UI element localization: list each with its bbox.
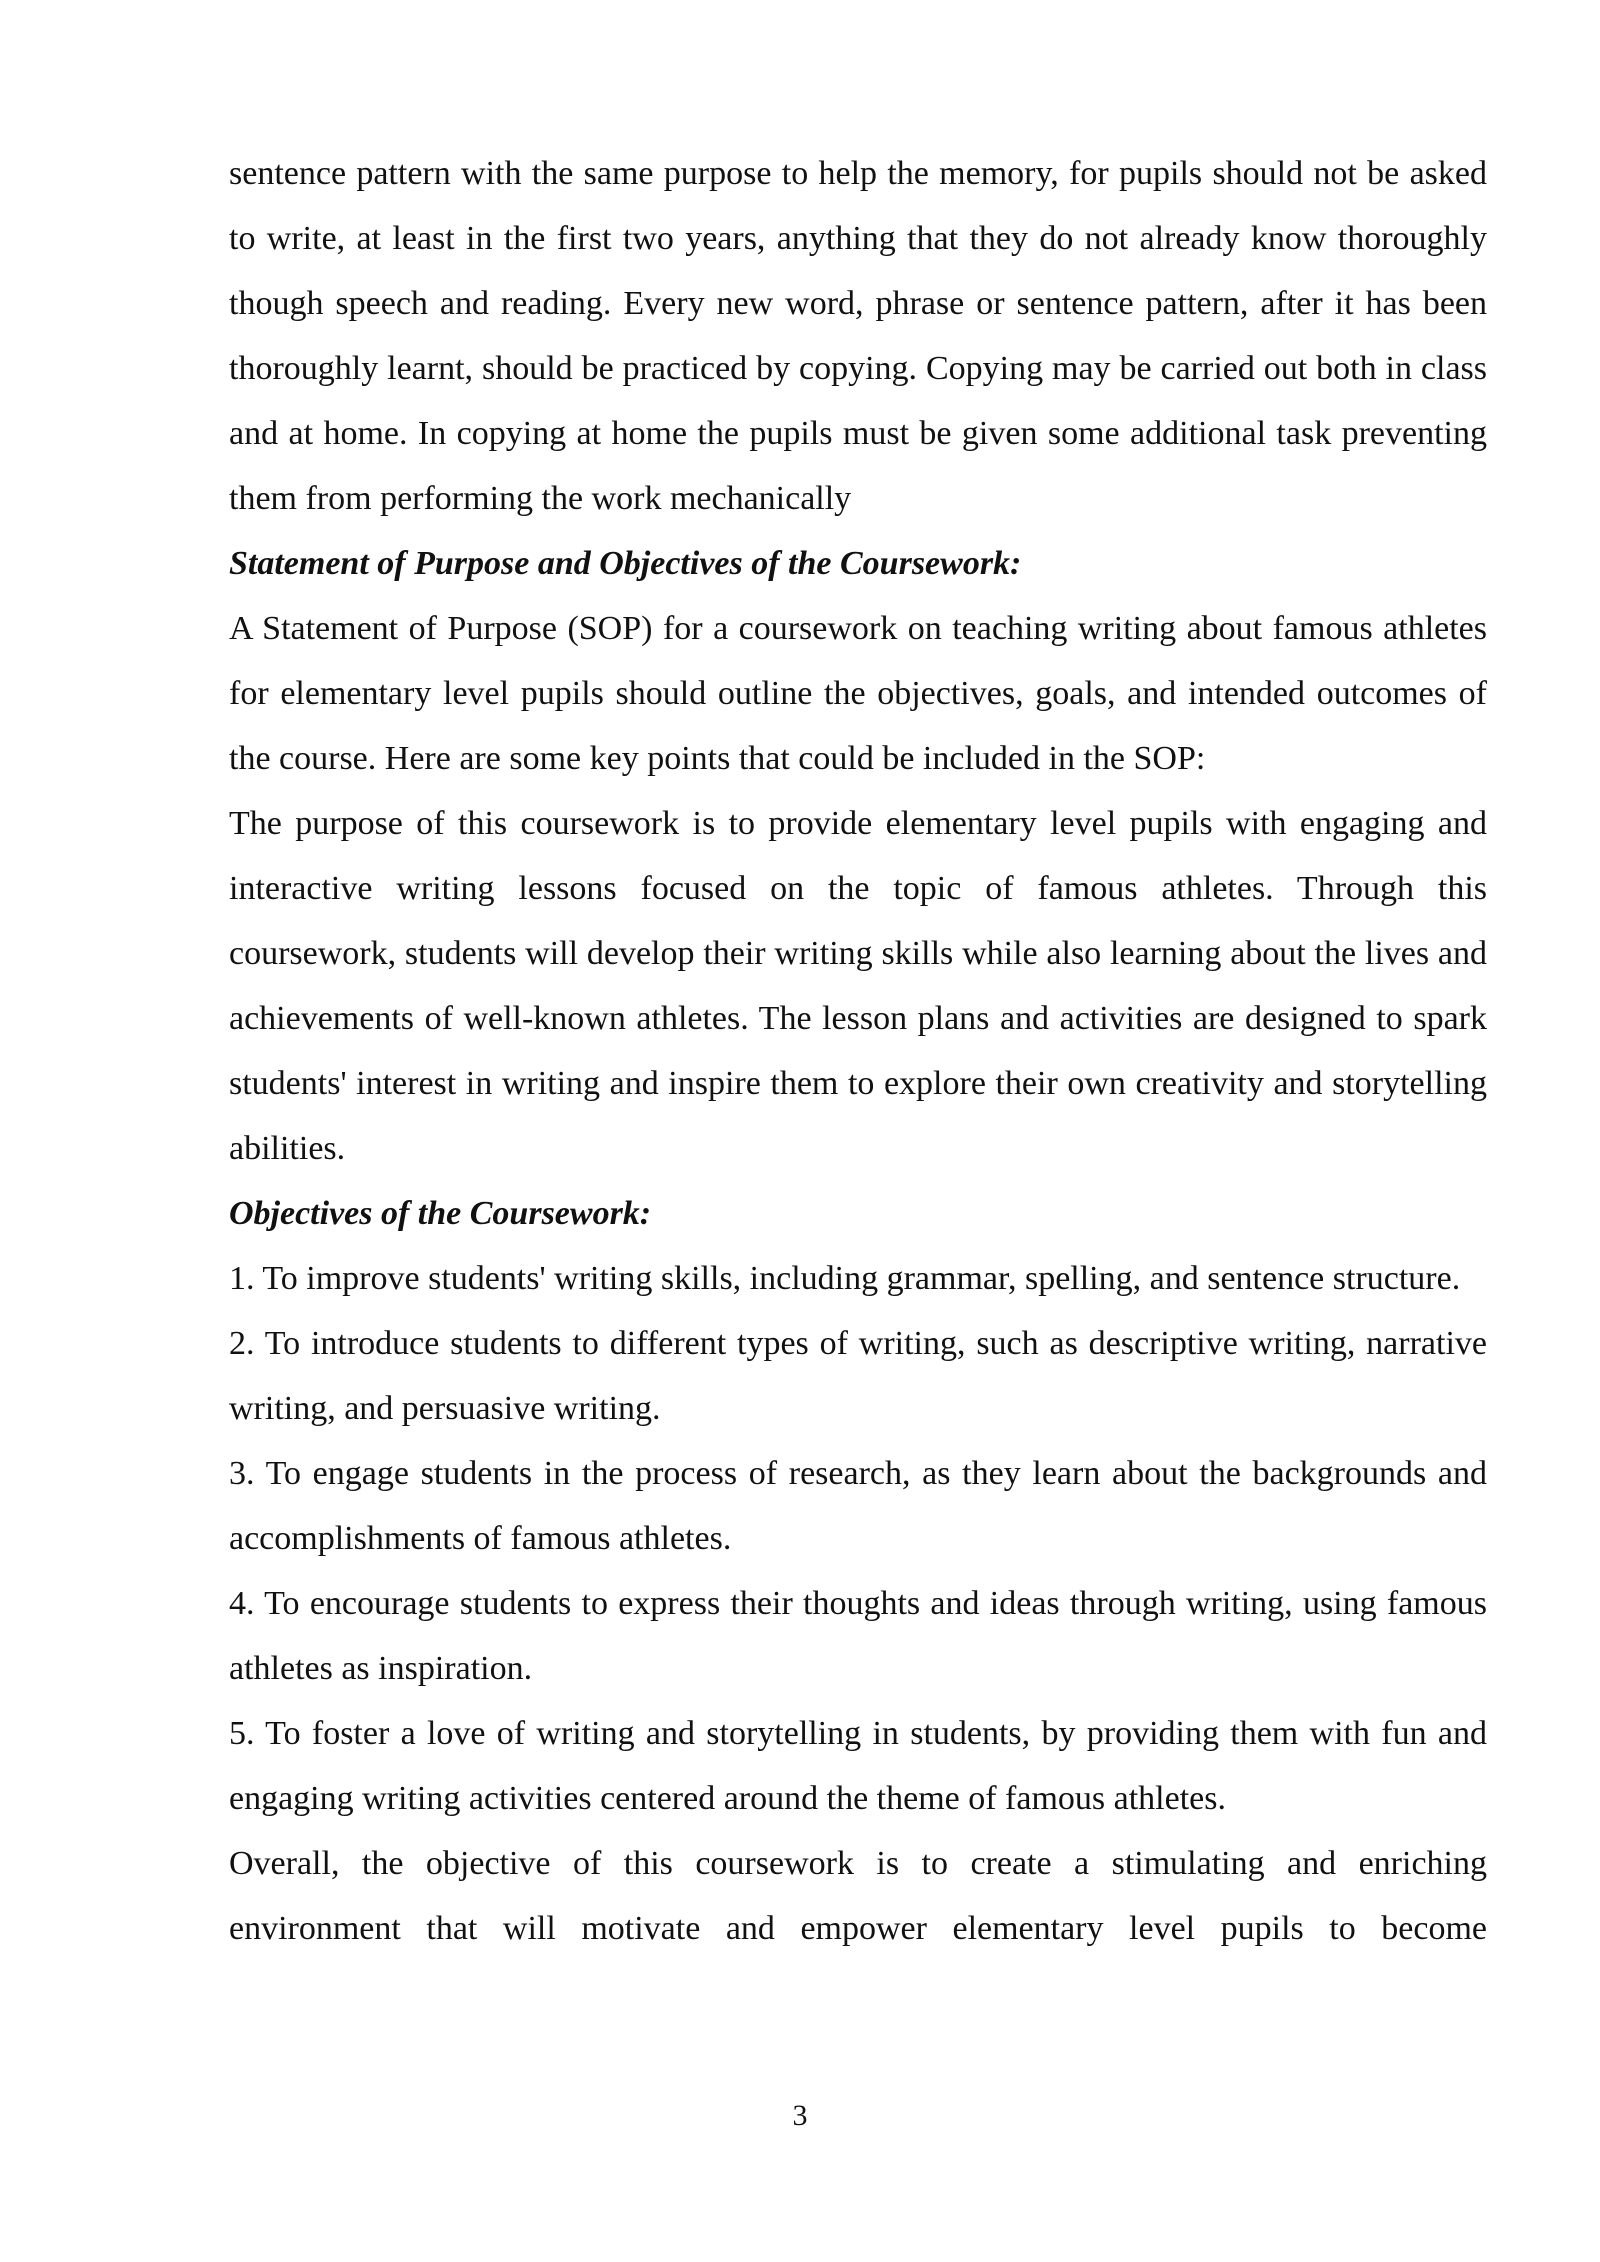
overall-paragraph: Overall, the objective of this coursework is to create a stimulating and enriching environment that will motivate and empower elementary level pupils to become xyxy=(229,1845,1487,1947)
objective-item-2: 2. To introduce students to different types of writing, such as descriptive writing, narrative writing, and persuasive writing. xyxy=(229,1325,1487,1427)
objective-item-4: 4. To encourage students to express their thoughts and ideas through writing, using famous athletes as inspiration. xyxy=(229,1585,1487,1687)
sop-heading: Statement of Purpose and Objectives of the Coursework: xyxy=(229,545,1022,582)
sop-paragraph-1: A Statement of Purpose (SOP) for a coursework on teaching writing about famous athletes for elementary level pupils should outline the objectives, goals, and intended outcomes of the course. Here are some key points that could be included in the SOP: xyxy=(229,610,1487,777)
page-content xyxy=(229,141,1487,1961)
objective-item-3: 3. To engage students in the process of research, as they learn about the backgrounds and accomplishments of famous athletes. xyxy=(229,1455,1487,1557)
objectives-heading: Objectives of the Coursework: xyxy=(229,1195,652,1232)
objective-item-1: 1. To improve students' writing skills, including grammar, spelling, and sentence structure. xyxy=(229,1260,1461,1297)
objective-item-5: 5. To foster a love of writing and storytelling in students, by providing them with fun and engaging writing activities centered around the theme of famous athletes. xyxy=(229,1715,1487,1817)
intro-paragraph: sentence pattern with the same purpose to help the memory, for pupils should not be asked to write, at least in the first two years, anything that they do not already know thoroughly though speech and reading. Every new word, phrase or sentence pattern, after it has been thoroughly learnt, should be practiced by copying. Copying may be carried out both in class and at home. In copying at home the pupils must be given some additional task preventing them from performing the work mechanically xyxy=(229,155,1487,517)
sop-paragraph-2: The purpose of this coursework is to provide elementary level pupils with engaging and interactive writing lessons focused on the topic of famous athletes. Through this coursework, students will develop their writing skills while also learning about the lives and achievements of well-known athletes. The lesson plans and activities are designed to spark students' interest in writing and inspire them to explore their own creativity and storytelling abilities. xyxy=(229,805,1487,1167)
page-number: 3 xyxy=(792,2099,808,2132)
